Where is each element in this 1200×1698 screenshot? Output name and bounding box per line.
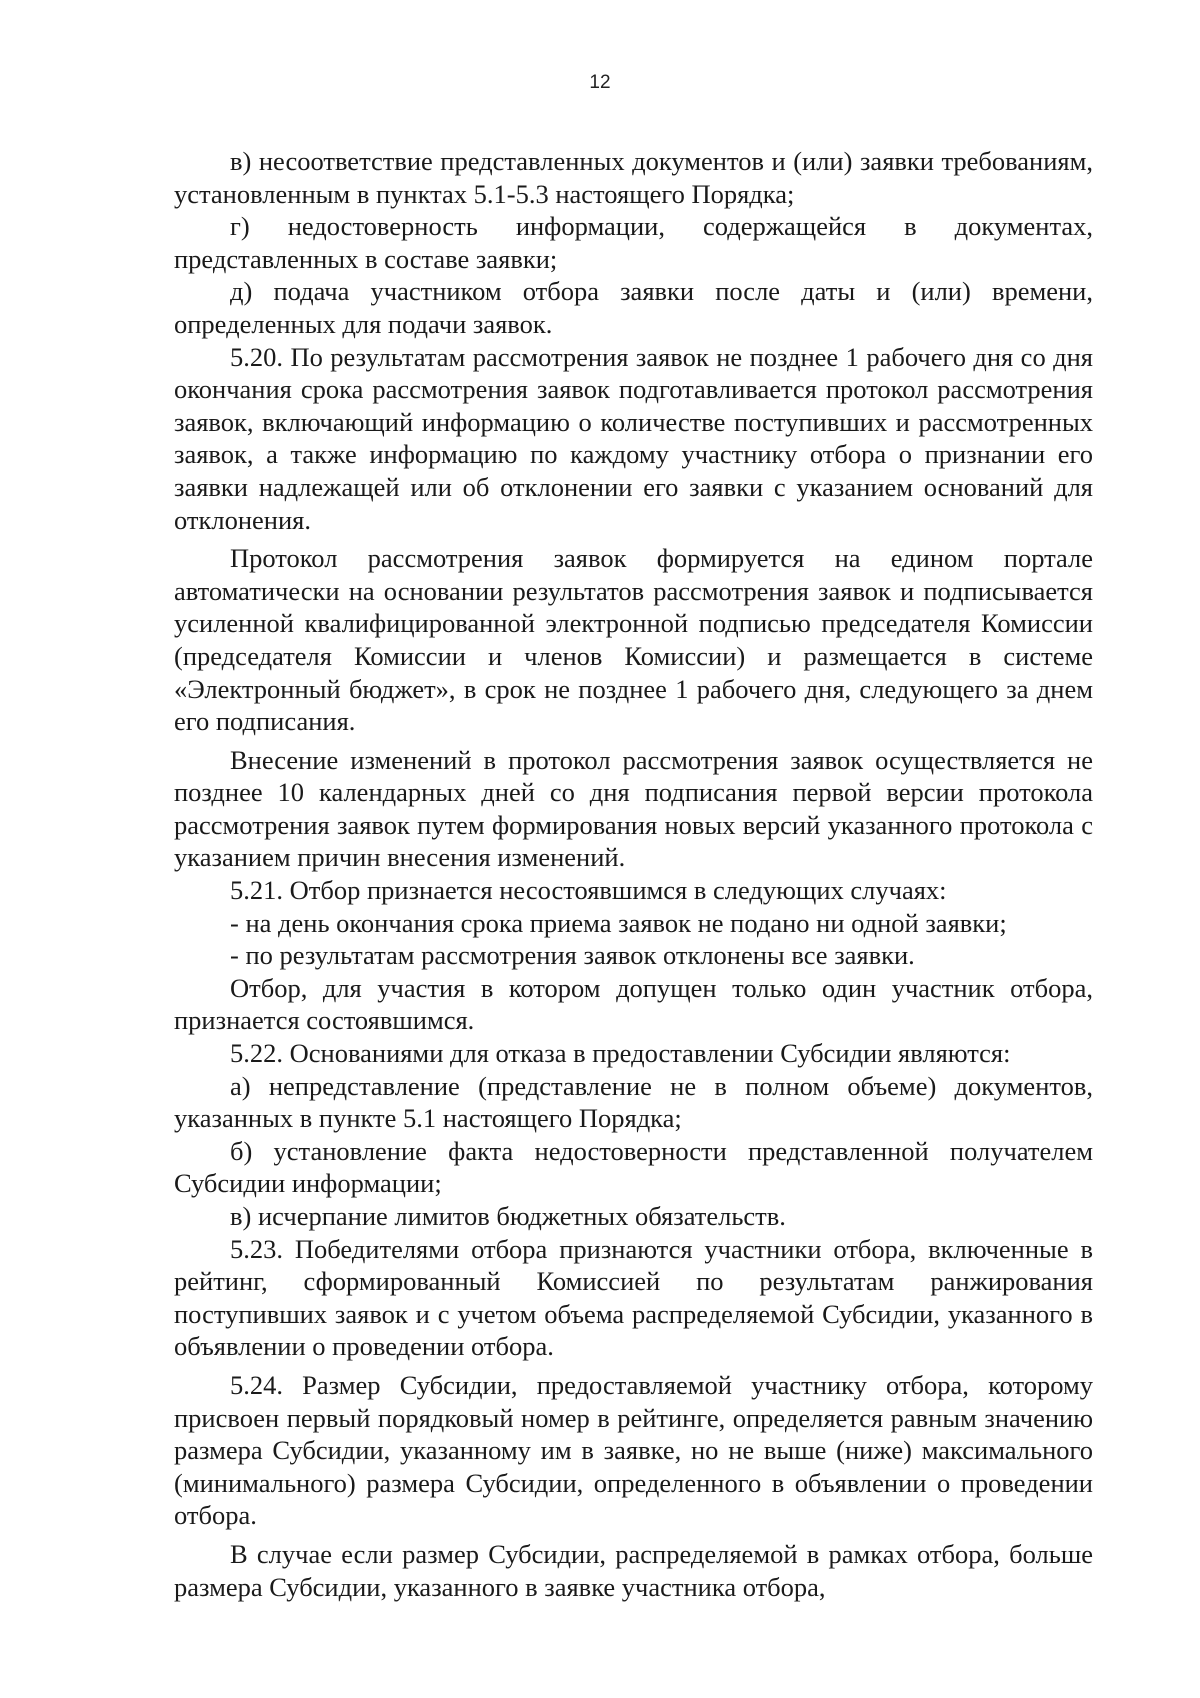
paragraph-5-21: 5.21. Отбор признается несостоявшимся в следующих случаях: [230, 875, 947, 906]
paragraph-5-23: 5.23. Победителями отбора признаются участники отбора, включенные в рейтинг, сформированный Комиссией по результатам ранжирования поступивших заявок и с учетом объема распределяемой Субсидии, указанного в объявлении о проведении отбора. [174, 1233, 1093, 1362]
paragraph-5-19-d: д) подача участником отбора заявки после даты и (или) времени, определенных для подачи заявок. [174, 276, 1093, 339]
paragraph-5-24: 5.24. Размер Субсидии, предоставляемой участнику отбора, которому присвоен первый порядковый номер в рейтинге, определяется равным значению размера Субсидии, указанному им в заявке, но не выше (ниже) максимального (минимального) размера Субсидии, определенного в объявлении о проведении отбора. [174, 1369, 1093, 1531]
paragraph-5-22: 5.22. Основаниями для отказа в предоставлении Субсидии являются: [230, 1038, 1011, 1069]
paragraph-single-participant: Отбор, для участия в котором допущен только один участник отбора, признается состоявшимся. [174, 972, 1093, 1036]
paragraph-protocol-formation: Протокол рассмотрения заявок формируется на едином портале автоматически на основании результатов рассмотрения заявок и подписывается усиленной квалифицированной электронной подписью председателя Комиссии (председателя Комиссии и членов Комиссии) и размещается в системе «Электронный бюджет», в срок не позднее 1 рабочего дня, следующего за днем его подписания. [174, 543, 1093, 737]
paragraph-5-22-a: а) непредставление (представление не в полном объеме) документов, указанных в пункте 5.1 настоящего Порядка; [174, 1070, 1093, 1134]
document-body [174, 145, 1093, 1603]
paragraph-protocol-changes: Внесение изменений в протокол рассмотрения заявок осуществляется не позднее 10 календарных дней со дня подписания первой версии протокола рассмотрения заявок путем формирования новых версий указанного протокола с указанием причин внесения изменений. [174, 744, 1093, 873]
list-item-all-rejected: - по результатам рассмотрения заявок отклонены все заявки. [230, 940, 915, 971]
paragraph-5-19-v: в) несоответствие представленных документов и (или) заявки требованиям, установленным в пунктах 5.1-5.3 настоящего Порядка; [174, 146, 1093, 209]
paragraph-5-22-v: в) исчерпание лимитов бюджетных обязательств. [230, 1201, 786, 1231]
list-item-no-applications: - на день окончания срока приема заявок не подано ни одной заявки; [230, 907, 1007, 938]
paragraph-5-19-g: г) недостоверность информации, содержащейся в документах, представленных в составе заявки; [174, 211, 1093, 274]
paragraph-subsidy-distribution: В случае если размер Субсидии, распределяемой в рамках отбора, больше размера Субсидии, указанного в заявке участника отбора, [174, 1538, 1093, 1602]
paragraph-5-20: 5.20. По результатам рассмотрения заявок не позднее 1 рабочего дня со дня окончания срока рассмотрения заявок подготавливается протокол рассмотрения заявок, включающий информацию о количестве поступивших и рассмотренных заявок, а также информацию по каждому участнику отбора о признании его заявки надлежащей или об отклонении его заявки с указанием оснований для отклонения. [174, 341, 1093, 535]
page-number: 12 [589, 72, 611, 93]
paragraph-5-22-b: б) установление факта недостоверности представленной получателем Субсидии информации; [174, 1135, 1093, 1199]
